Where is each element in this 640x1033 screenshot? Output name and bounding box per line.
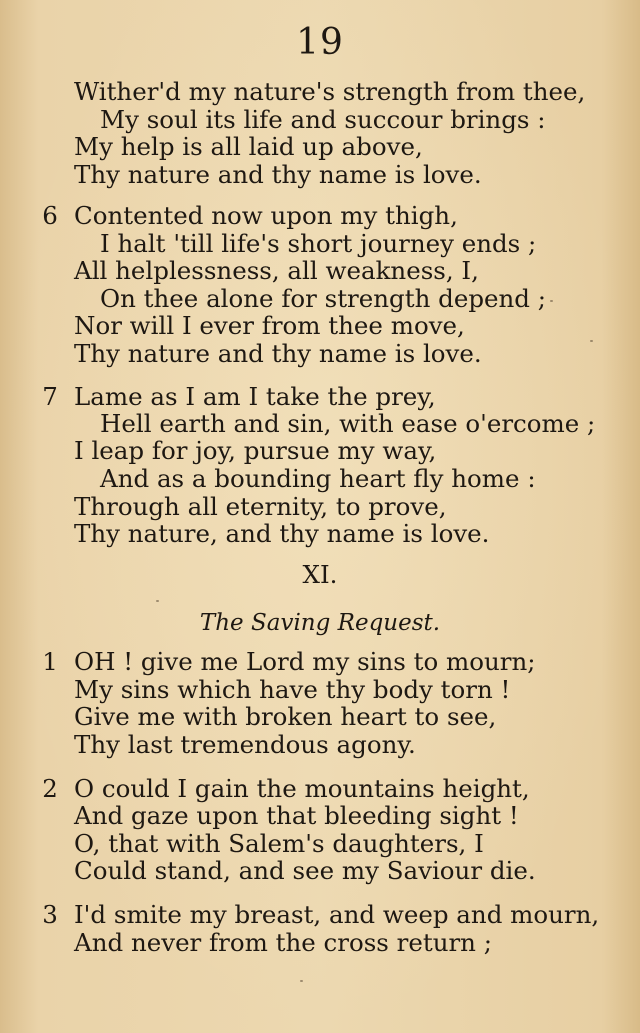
verse-line: All helplessness, all weakness, I, [74,256,479,285]
verse-line: My sins which have thy body torn ! [74,675,511,704]
stanza-number: 6 [42,201,58,230]
verse-line: Contented now upon my thigh, [74,201,458,230]
paper-speck [156,600,159,602]
verse-line: Through all eternity, to prove, [74,492,447,521]
stanza-number: 7 [42,382,58,411]
verse-line: Hell earth and sin, with ease o'ercome ; [100,409,596,438]
verse-line: Thy nature and thy name is love. [74,339,482,368]
verse-line: On thee alone for strength depend ; [100,284,547,313]
paper-speck [300,980,303,982]
verse-line: I halt 'till life's short journey ends ; [100,229,537,258]
stanza-number: 3 [42,900,58,929]
verse-line: Could stand, and see my Saviour die. [74,856,536,885]
verse-line: OH ! give me Lord my sins to mourn; [74,647,536,676]
verse-line: My help is all laid up above, [74,132,423,161]
verse-line: O, that with Salem's daughters, I [74,829,484,858]
verse-line: Thy nature and thy name is love. [74,160,482,189]
page-number: 19 [296,22,344,63]
verse-line: And gaze upon that bleeding sight ! [74,801,519,830]
paper-speck [590,340,593,342]
verse-line: I leap for joy, pursue my way, [74,436,437,465]
verse-line: Thy last tremendous agony. [74,730,416,759]
verse-line: O could I gain the mountains height, [74,774,530,803]
stanza-number: 2 [42,774,58,803]
verse-line: Give me with broken heart to see, [74,702,497,731]
verse-line: Lame as I am I take the prey, [74,382,436,411]
verse-line: And as a bounding heart fly home : [100,464,536,493]
verse-line: Wither'd my nature's strength from thee, [74,77,586,106]
hymn-title: The Saving Request. [199,610,441,636]
verse-line: My soul its life and succour brings : [100,105,546,134]
verse-line: Thy nature, and thy name is love. [74,519,490,548]
stanza-number: 1 [42,647,58,676]
verse-line: I'd smite my breast, and weep and mourn, [74,900,600,929]
paper-speck [550,300,553,302]
verse-line: Nor will I ever from thee move, [74,311,465,340]
verse-line: And never from the cross return ; [74,928,493,957]
section-heading: XI. [302,560,338,589]
